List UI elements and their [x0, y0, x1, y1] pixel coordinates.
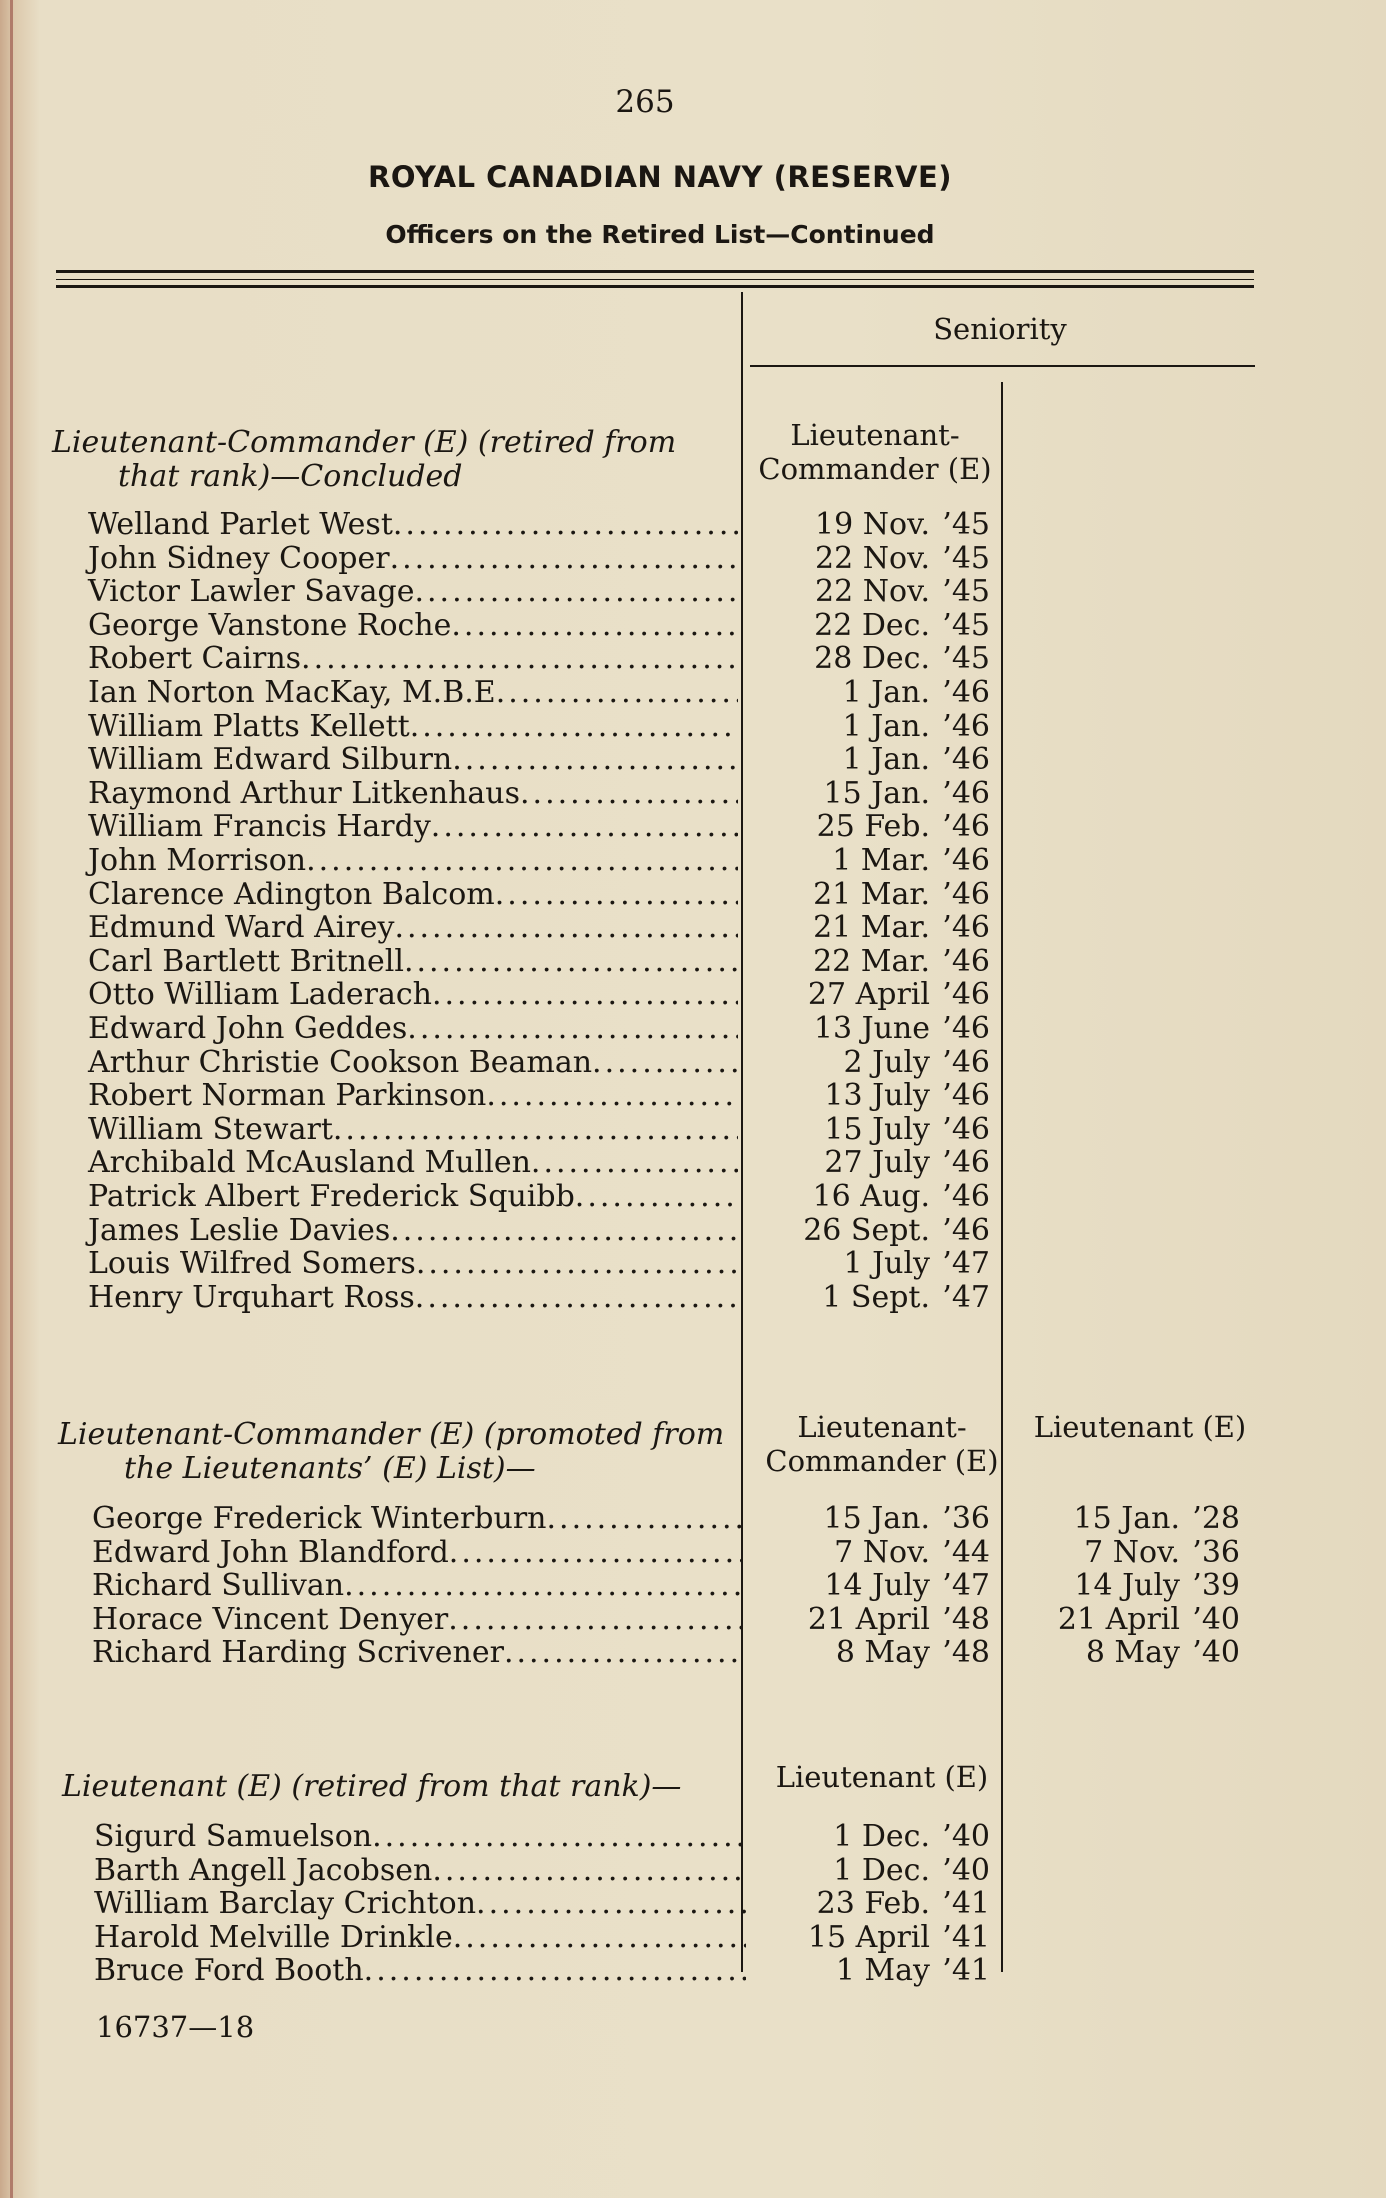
list-item: [92, 1569, 742, 1603]
seniority-date-primary: [780, 1820, 990, 1854]
seniority-day-month: 27 April: [807, 977, 930, 1013]
seniority-date-primary: [780, 609, 990, 643]
dot-leader: [372, 1820, 746, 1854]
seniority-year: ’44: [942, 1534, 990, 1570]
seniority-day-month: 23 Feb.: [816, 1886, 930, 1922]
officer-name: Barth Angell Jacobsen: [94, 1852, 433, 1888]
seniority-day-month: 15 Jan.: [1073, 1501, 1180, 1536]
seniority-date-primary: [780, 710, 990, 744]
dot-leader: [547, 1502, 743, 1536]
dot-leader: [486, 1079, 738, 1113]
seniority-year: ’47: [942, 1279, 990, 1315]
officer-name: Richard Harding Scrivener: [92, 1635, 504, 1671]
officer-name: Edward John Blandford: [92, 1534, 449, 1570]
seniority-day-month: 15 Jan.: [823, 775, 930, 811]
officer-name: Edward John Geddes: [88, 1011, 408, 1046]
dot-leader: [448, 1603, 742, 1637]
dot-leader: [404, 945, 738, 979]
officer-name: Harold Melville Drinkle: [94, 1919, 453, 1955]
list-item: [88, 1214, 738, 1248]
column-divider: [741, 292, 743, 1972]
seniority-date-primary: [780, 642, 990, 676]
seniority-day-month: 16 Aug.: [812, 1179, 930, 1214]
officer-name: William Barclay Crichton: [94, 1886, 477, 1922]
dot-leader: [390, 542, 738, 576]
seniority-date-primary: [780, 1180, 990, 1214]
seniority-header: Seniority: [933, 312, 1067, 346]
officer-name: John Morrison: [88, 843, 307, 878]
officer-name: Welland Parlet West: [88, 507, 393, 542]
dot-leader: [306, 844, 738, 878]
dot-leader: [453, 1921, 746, 1955]
seniority-date-primary: [780, 1046, 990, 1080]
list-item: [88, 710, 738, 744]
seniority-date-primary: [780, 1887, 990, 1921]
seniority-date-primary: [780, 844, 990, 878]
officer-name: William Francis Hardy: [88, 809, 431, 845]
seniority-day-month: 2 July: [843, 1044, 930, 1080]
seniority-date-primary: [780, 1079, 990, 1113]
seniority-day-month: 1 July: [843, 1246, 930, 1282]
seniority-day-month: 28 Dec.: [814, 641, 930, 677]
rank-header-ltcdr: [752, 1410, 1012, 1478]
footer-code: 16737—18: [96, 2010, 255, 2044]
dot-leader: [415, 1281, 738, 1315]
seniority-year: ’45: [942, 540, 990, 576]
seniority-date-primary: [780, 878, 990, 912]
seniority-year: ’48: [942, 1601, 990, 1637]
officer-name: William Stewart: [88, 1111, 333, 1147]
rank-header-line2: Commander (E): [765, 1444, 999, 1478]
officer-name: Carl Bartlett Britnell: [88, 943, 404, 979]
seniority-year: ’48: [942, 1635, 990, 1671]
officer-name: Patrick Albert Frederick Squibb: [88, 1179, 575, 1214]
dot-leader: [394, 911, 738, 945]
list-item: [88, 743, 738, 777]
officer-name: Sigurd Samuelson: [94, 1819, 373, 1854]
seniority-date-primary: [780, 978, 990, 1012]
seniority-date-primary: [780, 1854, 990, 1888]
list-item: [88, 844, 738, 878]
seniority-date-primary: [780, 1214, 990, 1248]
seniority-subdivider: [1001, 382, 1003, 1972]
seniority-year: ’36: [1192, 1534, 1240, 1570]
seniority-year: ’40: [942, 1852, 990, 1888]
seniority-date-primary: [780, 1536, 990, 1570]
seniority-year: ’46: [942, 943, 990, 979]
dot-leader: [495, 878, 738, 912]
list-item: [88, 1012, 738, 1046]
dot-leader: [520, 777, 738, 811]
seniority-year: ’47: [942, 1246, 990, 1282]
seniority-date-primary: [780, 777, 990, 811]
seniority-day-month: 1 Dec.: [833, 1852, 930, 1888]
seniority-year: ’46: [942, 910, 990, 946]
seniority-day-month: 22 Nov.: [815, 574, 930, 610]
seniority-date-primary: [780, 1636, 990, 1670]
seniority-day-month: 22 Mar.: [813, 943, 930, 979]
seniority-year: ’46: [942, 1145, 990, 1181]
officer-name: Henry Urquhart Ross: [88, 1279, 415, 1315]
seniority-date-primary: [780, 1281, 990, 1315]
seniority-date-secondary: [1030, 1569, 1240, 1603]
list-item: [88, 978, 738, 1012]
seniority-day-month: 15 Jan.: [823, 1501, 930, 1536]
seniority-year: ’39: [1192, 1568, 1240, 1604]
list-item: [88, 642, 738, 676]
seniority-day-month: 21 April: [1057, 1601, 1180, 1637]
seniority-day-month: 1 Sept.: [822, 1279, 930, 1315]
seniority-date-primary: [780, 1603, 990, 1637]
officer-name: William Platts Kellett: [88, 708, 410, 744]
seniority-year: ’45: [942, 507, 990, 542]
dot-leader: [364, 1954, 746, 1988]
seniority-day-month: 13 June: [813, 1011, 930, 1046]
seniority-day-month: 25 Feb.: [816, 809, 930, 845]
seniority-year: ’46: [942, 742, 990, 778]
list-item: [94, 1954, 746, 1988]
list-item: [92, 1502, 742, 1536]
seniority-year: ’46: [942, 675, 990, 710]
section-heading-line1: Lieutenant-Commander (E) (retired from: [52, 425, 677, 460]
dot-leader: [476, 1887, 746, 1921]
officer-name: George Frederick Winterburn: [92, 1501, 547, 1536]
seniority-day-month: 7 Nov.: [834, 1534, 930, 1570]
seniority-year: ’28: [1192, 1501, 1240, 1536]
seniority-year: ’46: [942, 843, 990, 878]
officer-name: Edmund Ward Airey: [88, 910, 395, 946]
list-item: [88, 1247, 738, 1281]
seniority-year: ’46: [942, 876, 990, 912]
seniority-rule: [750, 365, 1255, 367]
officer-name: Otto William Laderach: [88, 977, 432, 1013]
list-item: [94, 1820, 746, 1854]
list-item: [88, 1113, 738, 1147]
seniority-year: ’46: [942, 1044, 990, 1080]
seniority-year: ’46: [942, 1111, 990, 1147]
officer-name: Clarence Adington Balcom: [88, 876, 495, 912]
section-heading-line1: Lieutenant-Commander (E) (promoted from: [58, 1417, 725, 1452]
dot-leader: [452, 743, 738, 777]
page-number: 265: [615, 84, 675, 120]
seniority-date-secondary: [1030, 1502, 1240, 1536]
seniority-date-primary: [780, 810, 990, 844]
section-heading-ltcdr-promoted: [58, 1418, 748, 1486]
seniority-date-primary: [780, 676, 990, 710]
seniority-date-primary: [780, 542, 990, 576]
officer-name: James Leslie Davies: [88, 1212, 391, 1248]
list-item: [88, 1079, 738, 1113]
list-item: [92, 1603, 742, 1637]
seniority-year: ’46: [942, 977, 990, 1013]
officer-name: Raymond Arthur Litkenhaus: [88, 775, 521, 811]
list-item: [88, 945, 738, 979]
seniority-date-primary: [780, 1012, 990, 1046]
officer-name: Robert Norman Parkinson: [88, 1078, 487, 1114]
seniority-year: ’40: [942, 1819, 990, 1854]
officer-name: William Edward Silburn: [88, 742, 453, 778]
seniority-date-primary: [780, 1146, 990, 1180]
dot-leader: [432, 1854, 746, 1888]
dot-leader: [410, 710, 738, 744]
list-item: [94, 1921, 746, 1955]
officer-name: Richard Sullivan: [92, 1568, 345, 1604]
section-heading-ltcdr-retired: [52, 426, 742, 494]
list-item: [88, 609, 738, 643]
seniority-date-primary: [780, 1113, 990, 1147]
seniority-day-month: 7 Nov.: [1084, 1534, 1180, 1570]
seniority-year: ’40: [1192, 1601, 1240, 1637]
seniority-year: ’41: [942, 1953, 990, 1989]
seniority-day-month: 27 July: [824, 1145, 930, 1181]
list-item: [94, 1854, 746, 1888]
top-rule-thick: [56, 270, 1254, 273]
dot-leader: [504, 1636, 742, 1670]
seniority-year: ’36: [942, 1501, 990, 1536]
seniority-day-month: 1 Mar.: [832, 843, 930, 878]
rank-header-line2: Commander (E): [758, 452, 992, 486]
list-item: [94, 1887, 746, 1921]
seniority-day-month: 26 Sept.: [803, 1212, 930, 1248]
dot-leader: [449, 1536, 742, 1570]
list-item: [88, 575, 738, 609]
rank-header-lt: Lieutenant (E): [1033, 1410, 1247, 1444]
seniority-date-secondary: [1030, 1536, 1240, 1570]
seniority-year: ’46: [942, 708, 990, 744]
seniority-day-month: 14 July: [824, 1568, 930, 1604]
list-item: [92, 1636, 742, 1670]
seniority-year: ’46: [942, 809, 990, 845]
seniority-year: ’47: [942, 1568, 990, 1604]
seniority-year: ’41: [942, 1886, 990, 1922]
dot-leader: [575, 1180, 738, 1214]
dot-leader: [496, 676, 738, 710]
seniority-day-month: 1 Jan.: [842, 742, 930, 778]
seniority-year: ’46: [942, 1011, 990, 1046]
dot-leader: [432, 978, 738, 1012]
seniority-year: ’46: [942, 775, 990, 811]
page-title: ROYAL CANADIAN NAVY (RESERVE): [367, 160, 953, 194]
seniority-day-month: 14 July: [1074, 1568, 1180, 1604]
rank-header-ltcdr: [745, 418, 1005, 486]
officer-name: Robert Cairns: [88, 641, 302, 677]
officer-name: Victor Lawler Savage: [88, 574, 415, 610]
officer-name: John Sidney Cooper: [88, 540, 390, 576]
dot-leader: [592, 1046, 738, 1080]
seniority-date-secondary: [1030, 1636, 1240, 1670]
list-item: [88, 878, 738, 912]
seniority-day-month: 22 Nov.: [815, 540, 930, 576]
seniority-day-month: 19 Nov.: [815, 507, 930, 542]
seniority-day-month: 15 July: [824, 1111, 930, 1147]
list-item: [88, 508, 738, 542]
list-item: [88, 1046, 738, 1080]
seniority-day-month: 15 April: [807, 1919, 930, 1955]
dot-leader: [390, 1214, 738, 1248]
seniority-day-month: 8 May: [1085, 1635, 1180, 1671]
seniority-date-primary: [780, 1921, 990, 1955]
list-item: [88, 542, 738, 576]
seniority-day-month: 8 May: [835, 1635, 930, 1671]
seniority-date-primary: [780, 743, 990, 777]
dot-leader: [333, 1113, 738, 1147]
seniority-day-month: 1 Jan.: [842, 675, 930, 710]
seniority-year: ’41: [942, 1919, 990, 1955]
dot-leader: [416, 1247, 738, 1281]
seniority-day-month: 1 Dec.: [833, 1819, 930, 1854]
seniority-day-month: 22 Dec.: [814, 607, 930, 643]
seniority-year: ’46: [942, 1078, 990, 1114]
seniority-date-primary: [780, 1247, 990, 1281]
rank-header-line1: Lieutenant-: [797, 1410, 967, 1444]
seniority-date-primary: [780, 945, 990, 979]
list-item: [88, 777, 738, 811]
dot-leader: [344, 1569, 742, 1603]
seniority-year: ’46: [942, 1212, 990, 1248]
seniority-day-month: 21 Mar.: [813, 910, 930, 946]
page-spine-edge: [10, 0, 13, 2198]
seniority-date-secondary: [1030, 1603, 1240, 1637]
dot-leader: [393, 508, 738, 542]
officer-name: Arthur Christie Cookson Beaman: [88, 1044, 593, 1080]
seniority-day-month: 13 July: [824, 1078, 930, 1114]
seniority-date-primary: [780, 1569, 990, 1603]
dot-leader: [407, 1012, 738, 1046]
section-heading-lt-retired: [62, 1770, 752, 1804]
section-heading-line2: that rank)—Concluded: [118, 459, 463, 494]
seniority-date-primary: [780, 911, 990, 945]
officer-name: Bruce Ford Booth: [94, 1953, 364, 1989]
seniority-date-primary: [780, 1954, 990, 1988]
seniority-year: ’45: [942, 574, 990, 610]
dot-leader: [451, 609, 738, 643]
officer-name: George Vanstone Roche: [88, 607, 452, 643]
officer-name: Louis Wilfred Somers: [88, 1246, 416, 1282]
seniority-year: ’45: [942, 641, 990, 677]
seniority-year: ’45: [942, 607, 990, 643]
list-item: [92, 1536, 742, 1570]
list-item: [88, 676, 738, 710]
seniority-year: ’40: [1192, 1635, 1240, 1671]
section-heading-line2: the Lieutenants’ (E) List)—: [124, 1451, 536, 1486]
page-subtitle: Officers on the Retired List—Continued: [385, 220, 935, 249]
list-item: [88, 911, 738, 945]
list-item: [88, 1146, 738, 1180]
top-rule-thick-2: [56, 285, 1254, 288]
officer-name: Archibald McAusland Mullen: [88, 1145, 531, 1181]
rank-header-lt: Lieutenant (E): [775, 1760, 989, 1794]
list-item: [88, 810, 738, 844]
seniority-year: ’46: [942, 1179, 990, 1214]
list-item: [88, 1180, 738, 1214]
dot-leader: [531, 1146, 738, 1180]
seniority-day-month: 1 May: [835, 1953, 930, 1989]
officer-name: Ian Norton MacKay, M.B.E: [88, 675, 496, 710]
list-item: [88, 1281, 738, 1315]
section-heading-line1: Lieutenant (E) (retired from that rank)—: [62, 1769, 682, 1804]
seniority-day-month: 21 Mar.: [813, 876, 930, 912]
officer-name: Horace Vincent Denyer: [92, 1601, 449, 1637]
rank-header-line1: Lieutenant-: [790, 418, 960, 452]
dot-leader: [431, 810, 738, 844]
dot-leader: [301, 642, 738, 676]
seniority-date-primary: [780, 575, 990, 609]
seniority-date-primary: [780, 508, 990, 542]
seniority-date-primary: [780, 1502, 990, 1536]
dot-leader: [414, 575, 738, 609]
top-rule-thin: [56, 279, 1254, 280]
seniority-day-month: 21 April: [807, 1601, 930, 1637]
seniority-day-month: 1 Jan.: [842, 708, 930, 744]
